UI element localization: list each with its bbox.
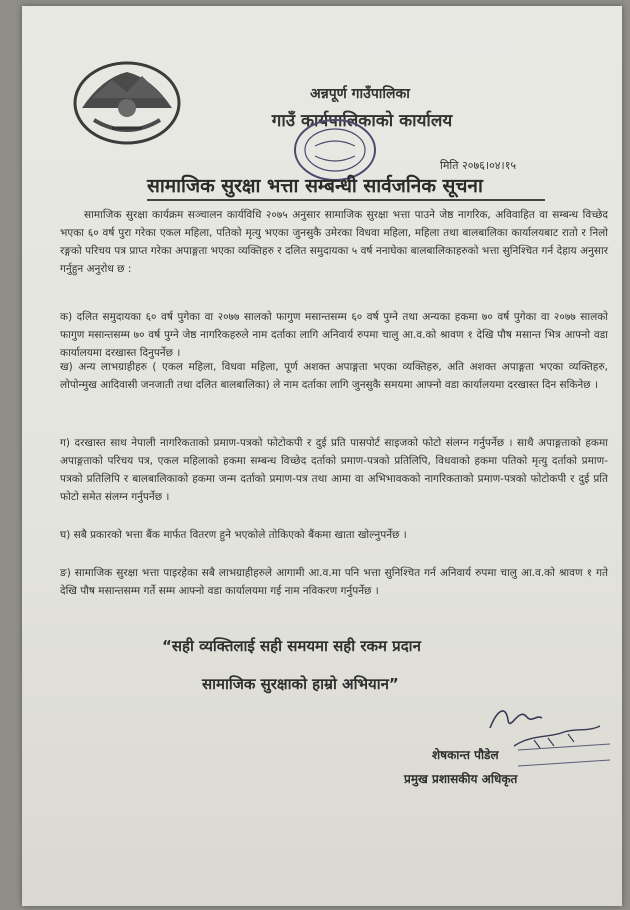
- municipality-name: अन्नपूर्ण गाउँपालिका: [310, 86, 410, 102]
- slogan-line-2: सामाजिक सुरक्षाको हाम्रो अभियान”: [202, 675, 399, 693]
- signer-title: प्रमुख प्रशासकीय अधिकृत: [404, 772, 518, 786]
- title-underline: [147, 199, 545, 201]
- notice-date: मिति २०७६।०४।१५: [440, 159, 517, 172]
- intro-paragraph: सामाजिक सुरक्षा कार्यक्रम सञ्चालन कार्यविधि २०७५ अनुसार सामाजिक सुरक्षा भत्ता पाउने जेष्ठ नागरिक, अविवाहित वा सम्बन्ध विच्छेद भएका ६० वर्ष पुरा गरेका एकल महिला, पतिको मृत्यु भएका जुनसुकै उमेरका विधवा महिला, महिला तथा बालबालिका कार्यालयबाट रातो र निलो रङ्गको परिचय पत्र प्राप्त गरेका अपाङ्गता भएका व्यक्तिहरु र दलित समुदायका ५ वर्ष ननाघेका बालबालिकाहरुको भत्ता सुनिश्चित गर्न देहाय अनुसार गर्नुहुन अनुरोध छ :: [60, 209, 608, 275]
- notice-title: सामाजिक सुरक्षा भत्ता सम्बन्धी सार्वजनिक सूचना: [147, 175, 483, 197]
- item-ga: ग) दरखास्त साथ नेपाली नागरिकताको प्रमाण-पत्रको फोटोकपी र दुई प्रति पासपोर्ट साइजको फोटो संलग्न गर्नुपर्नेछ । साथै अपाङ्गताको हकमा अपाङ्गताको परिचय पत्र, एकल महिलाको हकमा सम्बन्ध विच्छेद दर्ताको प्रमाण-पत्रको प्रतिलिपि, विधवाको हकमा पतिको मृत्यु दर्ताको प्रमाण-पत्रको प्रतिलिपि र बालबालिकाको हकमा जन्म दर्ताको प्रमाण-पत्र तथा आमा वा अभिभावकको नागरिकताको प्रमाण-पत्रको फोटोकपी र दुई प्रति फोटो समेत संलग्न गर्नुपर्नेछ ।: [60, 437, 608, 503]
- government-emblem-icon: [72, 58, 182, 148]
- notice-paper: [22, 6, 622, 906]
- item-kha: ख) अन्य लाभग्राहीहरु ( एकल महिला, विधवा महिला, पूर्ण अशक्त अपाङ्गता भएका व्यक्तिहरु, अति अशक्त अपाङ्गता भएका व्यक्तिहरु, लोपोन्मुख आदिवासी जनजाती तथा दलित बालबालिका) ले नाम दर्ताका लागि जुनसुकै समयमा आफ्नो वडा कार्यालयमा दरखास्त दिन सकिनेछ ।: [60, 361, 608, 391]
- signature-stamp-icon: [514, 736, 614, 780]
- item-ka: क) दलित समुदायका ६० वर्ष पुगेका वा २०७७ सालको फागुण मसान्तसम्म ६० वर्ष पुग्ने तथा अन्यका हकमा ७० वर्ष पुगेका वा २०७७ सालको फागुण मसान्तसम्म ७० वर्ष पुग्ने जेष्ठ नागरिकहरुले नाम दर्ताका लागि अनिवार्य रुपमा चालु आ.व.को श्रावण १ देखि पौष मसान्त भित्र आफ्नो वडा कार्यालयमा दरखास्त दिनुपर्नेछ ।: [60, 311, 608, 359]
- slogan-line-1: “सही व्यक्तिलाई सही समयमा सही रकम प्रदान: [162, 637, 421, 655]
- item-nga: ङ) सामाजिक सुरक्षा भत्ता पाइरहेका सबै लाभग्राहीहरुले आगामी आ.व.मा पनि भत्ता सुनिश्चित गर्न अनिवार्य रुपमा चालु आ.व.को श्रावण १ गते देखि पौष मसान्तसम्म गर्ते सम्म आफ्नो वडा कार्यालयमा गई नाम नविकरण गर्नुपर्नेछ ।: [60, 567, 608, 597]
- signer-name: शेषकान्त पौडेल: [432, 748, 499, 762]
- office-name: गाउँ कार्यपालिकाको कार्यालय: [271, 111, 453, 131]
- item-gha: घ) सबै प्रकारको भत्ता बैंक मार्फत वितरण हुने भएकोले तोकिएको बैंकमा खाता खोल्नुपर्नेछ ।: [60, 529, 407, 541]
